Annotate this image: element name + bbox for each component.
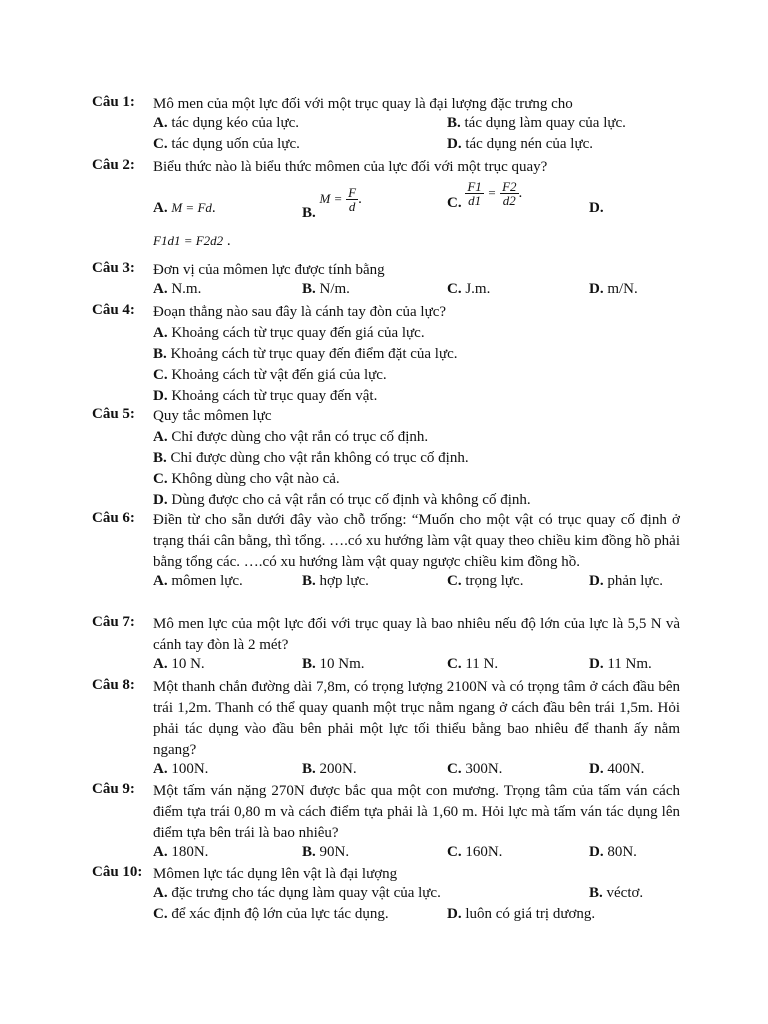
option-c: C. trọng lực. <box>447 573 524 589</box>
question-4 <box>92 302 680 407</box>
question-text: Đơn vị của mômen lực được tính bằng <box>153 262 385 278</box>
option-c: C. 11 N. <box>447 656 499 672</box>
option-d: D. 80N. <box>589 844 637 860</box>
option-d: D. Dùng được cho cả vật rắn có trục cố định và không cố định. <box>153 492 531 508</box>
option-a: A. M = Fd. <box>153 200 216 216</box>
option-d: D. <box>589 200 604 216</box>
option-c: C. $\frac{F1}{d1}$ = $\frac{F2}{d2}$ . <box>447 179 523 211</box>
question-label: Câu 6: <box>92 510 135 526</box>
question-text: Điền từ cho sẵn dưới đây vào chỗ trống: “Muốn cho một vật có trục quay cố định ở trạng thái cân bằng, thì tổng. ….có xu hướng làm vật quay theo chiều kim đồng hồ phải bằng tổng các. ….có xu hướng làm vật quay ngược chiều kim đồng hồ. <box>153 512 680 570</box>
option-d: D. 11 Nm. <box>589 656 652 672</box>
option-c: C. tác dụng uốn của lực. <box>153 136 300 152</box>
option-a: A. Chỉ được dùng cho vật rắn có trục cố định. <box>153 429 429 445</box>
question-label: Câu 8: <box>92 677 135 693</box>
question-label: Câu 9: <box>92 781 135 797</box>
question-8 <box>92 677 680 782</box>
question-label: Câu 2: <box>92 157 135 173</box>
question-label: Câu 4: <box>92 302 135 318</box>
option-d: D. m/N. <box>589 281 638 297</box>
question-text: Quy tắc mômen lực <box>153 408 272 424</box>
option-d-formula: F1d1 = F2d2 . <box>153 233 231 249</box>
option-d: D. phản lực. <box>589 573 663 589</box>
option-d: D. tác dụng nén của lực. <box>447 136 594 152</box>
option-b: B. 90N. <box>302 844 350 860</box>
option-c: C. J.m. <box>447 281 491 297</box>
option-a: A. Khoảng cách từ trục quay đến giá của lực. <box>153 325 425 341</box>
option-a: A. N.m. <box>153 281 202 297</box>
question-7 <box>92 614 680 677</box>
option-b: B. M = $\frac{F}{d}$ . <box>302 185 362 221</box>
question-text: Mô men của một lực đối với một trục quay là đại lượng đặc trưng cho <box>153 96 573 112</box>
question-5 <box>92 406 680 511</box>
question-label: Câu 1: <box>92 94 135 110</box>
option-c: C. 160N. <box>447 844 503 860</box>
question-1 <box>92 94 680 157</box>
question-10 <box>92 864 680 927</box>
option-b: B. véctơ. <box>589 885 644 901</box>
question-label: Câu 7: <box>92 614 135 630</box>
option-a: A. 10 N. <box>153 656 205 672</box>
question-text: Một tấm ván nặng 270N được bắc qua một con mương. Trọng tâm của tấm ván cách điểm tựa trái 0,80 m và cách điểm tựa phải là 1,60 m. Hỏi lực mà tấm ván tác dụng lên điểm tựa bên trái là bao nhiêu? <box>153 783 680 841</box>
option-a: A. mômen lực. <box>153 573 243 589</box>
question-text: Mô men lực của một lực đối với trục quay là bao nhiêu nếu độ lớn của lực là 5,5 N và cánh tay đòn là 2 mét? <box>153 616 680 653</box>
option-c: C. Không dùng cho vật nào cả. <box>153 471 340 487</box>
question-text: Biểu thức nào là biểu thức mômen của lực đối với một trục quay? <box>153 159 548 175</box>
question-9 <box>92 781 680 865</box>
question-label: Câu 5: <box>92 406 135 422</box>
option-c: C. 300N. <box>447 761 503 777</box>
question-label: Câu 10: <box>92 864 143 880</box>
option-a: A. 180N. <box>153 844 209 860</box>
option-a: A. đặc trưng cho tác dụng làm quay vật của lực. <box>153 885 441 901</box>
question-6 <box>92 510 680 594</box>
option-d: D. luôn có giá trị dương. <box>447 906 596 922</box>
question-text: Mômen lực tác dụng lên vật là đại lượng <box>153 866 398 882</box>
question-text: Một thanh chắn đường dài 7,8m, có trọng lượng 2100N và có trọng tâm ở cách đầu bên trái 1,2m. Thanh có thể quay quanh một trục nằm ngang ở cách đầu bên trái 1,5m. Hỏi phải tác dụng vào đầu bên phải một lực tối thiểu bằng bao nhiêu để thanh ấy nằm ngang? <box>153 679 680 758</box>
question-text: Đoạn thẳng nào sau đây là cánh tay đòn của lực? <box>153 304 447 320</box>
option-b: B. Chỉ được dùng cho vật rắn không có trục cố định. <box>153 450 469 466</box>
option-a: A. tác dụng kéo của lực. <box>153 115 300 131</box>
option-b: B. hợp lực. <box>302 573 369 589</box>
option-b: B. Khoảng cách từ trục quay đến điểm đặt của lực. <box>153 346 458 362</box>
option-b: B. N/m. <box>302 281 350 297</box>
question-2 <box>92 157 680 252</box>
option-c: C. để xác định độ lớn của lực tác dụng. <box>153 906 389 922</box>
option-a: A. 100N. <box>153 761 209 777</box>
option-b: B. 10 Nm. <box>302 656 365 672</box>
question-3 <box>92 260 680 302</box>
option-c: C. Khoảng cách từ vật đến giá của lực. <box>153 367 387 383</box>
option-b: B. 200N. <box>302 761 357 777</box>
option-d: D. Khoảng cách từ trục quay đến vật. <box>153 388 378 404</box>
option-d: D. 400N. <box>589 761 645 777</box>
question-label: Câu 3: <box>92 260 135 276</box>
option-b: B. tác dụng làm quay của lực. <box>447 115 626 131</box>
